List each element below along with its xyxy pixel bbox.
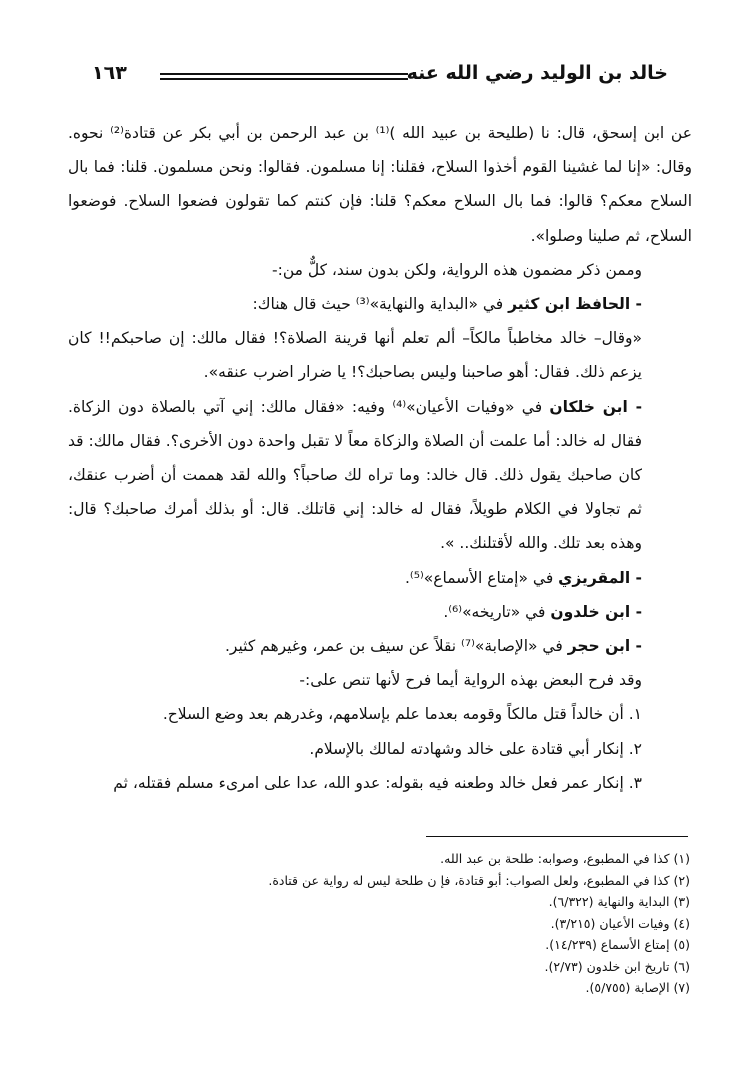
page-number: ١٦٣ xyxy=(92,62,127,84)
source-author: - الحافظ ابن كثير xyxy=(508,295,642,314)
paragraph: وممن ذكر مضمون هذه الرواية، ولكن بدون سند، كلٌّ من:- xyxy=(272,260,642,279)
list-item: ٢. إنكار أبي قتادة على خالد وشهادته لمالك بالإسلام. xyxy=(309,739,642,758)
footnote: (٦) تاريخ ابن خلدون (٢/٧٣). xyxy=(544,958,690,974)
source-author: - ابن حجر xyxy=(567,637,642,656)
source-entry: - ابن خلكان في «وفيات الأعيان»⁽⁴⁾ وفيه: «فقال مالك: إني آتي بالصلاة دون الزكاة. فقال له خالد: أما علمت أن الصلاة والزكاة معاً لا تقبل واحدة دون الأخرى؟. فقال مالك: قد كان صاحبك يقول ذلك. قال خالد: وما تراه لك صاحباً؟ والله لقد هممت أن أضرب عنقك، ثم تجاولا في الكلام طويلاً، فقال له خالد: إني قاتلك. قال: أو بذلك أمرك صاحبك؟ قال: وهذه بعد تلك. والله لأقتلنك.. ». xyxy=(68,397,643,553)
source-entry: - ابن خلدون في «تاريخه»⁽⁶⁾. xyxy=(443,602,642,621)
source-author: - المقريزي xyxy=(558,568,642,587)
footnote: (٥) إمتاع الأسماع (١٤/٢٣٩). xyxy=(545,937,690,952)
page-header xyxy=(92,60,668,94)
source-entry: - ابن حجر في «الإصابة»⁽⁷⁾ نقلاً عن سيف بن عمر، وغيرهم كثير. xyxy=(225,637,642,656)
source-entry: - المقريزي في «إمتاع الأسماع»⁽⁵⁾. xyxy=(405,568,642,587)
footnotes xyxy=(150,848,690,999)
list-item: ٣. إنكار عمر فعل خالد وطعنه فيه بقوله: عدو الله، عدا على امرىء مسلم فقتله، ثم xyxy=(113,773,642,792)
source-entry: - الحافظ ابن كثير في «البداية والنهاية»⁽³⁾ حيث قال هناك: xyxy=(252,295,642,314)
list-item: ١. أن خالداً قتل مالكاً وقومه بعدما علم بإسلامهم، وغدرهم بعد وضع السلاح. xyxy=(162,705,642,724)
footnote: (٢) كذا في المطبوع، ولعل الصواب: أبو قتادة، فإ ن طلحة ليس له رواية عن قتادة. xyxy=(268,872,690,888)
footnote: (١) كذا في المطبوع، وصوابه: طلحة بن عبد الله. xyxy=(440,851,690,866)
footnote: (٣) البداية والنهاية (٦/٣٢٢). xyxy=(548,894,690,909)
quote-paragraph: «وقال– خالد مخاطباً مالكاً– ألم تعلم أنها قرينة الصلاة؟! فقال مالك: إن صاحبكم!! كان يزعم ذلك. فقال: أهو صاحبنا وليس بصاحبك؟! يا ضرار اضرب عنقه». xyxy=(68,329,642,382)
running-title: خالد بن الوليد رضي الله عنه xyxy=(406,62,668,84)
header-rule xyxy=(160,73,408,80)
footnote: (٧) الإصابة (٥/٧٥٥). xyxy=(585,980,690,995)
footnote-separator xyxy=(426,836,688,837)
main-text xyxy=(68,116,692,800)
source-author: - ابن خلكان xyxy=(549,397,643,416)
footnote: (٤) وفيات الأعيان (٣/٢١٥). xyxy=(550,915,690,931)
source-author: - ابن خلدون xyxy=(550,602,642,621)
paragraph: وقد فرح البعض بهذه الرواية أيما فرح لأنها تنص على:- xyxy=(299,671,642,690)
paragraph: عن ابن إسحق، قال: نا (طليحة بن عبيد الله )⁽¹⁾ بن عبد الرحمن بن أبي بكر عن قتادة⁽²⁾ نحوه. وقال: «إنا لما غشينا القوم أخذوا السلاح، فقلنا: إنا مسلمون. فقالوا: ونحن مسلمون. قلنا: فما بال السلاح معكم؟ قالوا: فما بال السلاح معكم؟ قلنا: فإن كنتم كما تقولون فضعوا السلاح. فوضعوا السلاح، ثم صلينا وصلوا». xyxy=(68,124,692,245)
